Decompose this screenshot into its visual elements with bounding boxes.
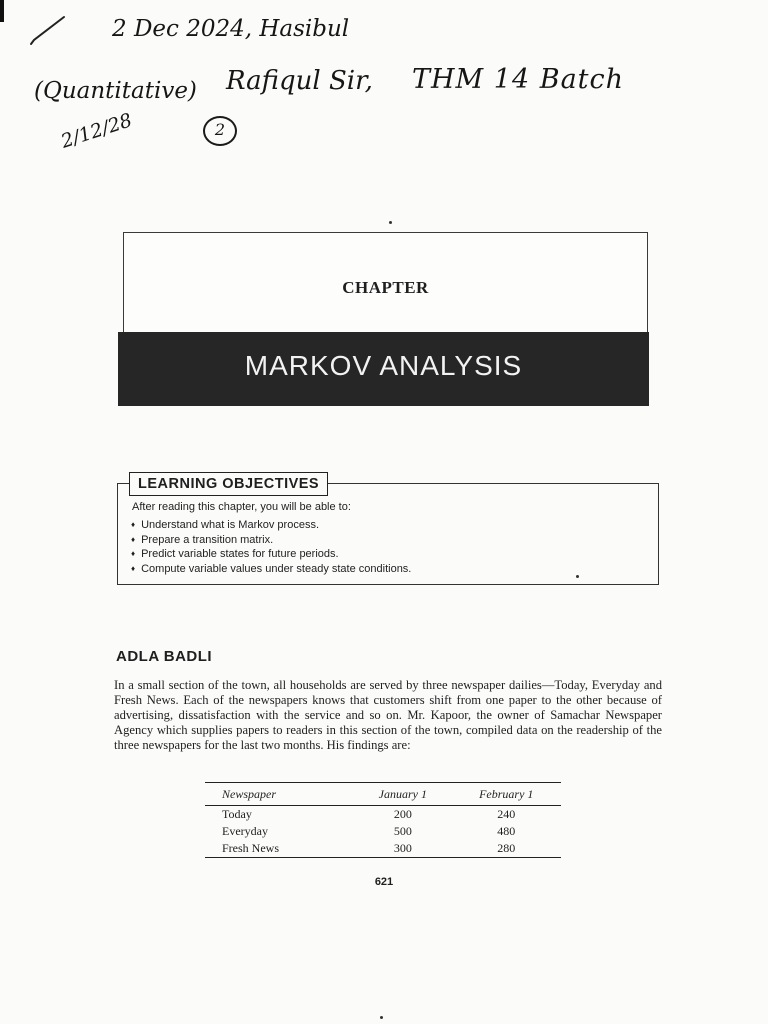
handwritten-batch: THM 14 Batch [412, 64, 625, 95]
paper-speck [576, 575, 579, 578]
section-title: ADLA BADLI [116, 648, 213, 665]
table-cell: Everyday [222, 824, 268, 838]
table-row [205, 806, 561, 824]
handwritten-teacher: Rafiqul Sir, [226, 66, 373, 96]
table-header-row [205, 783, 561, 806]
table-row [205, 840, 561, 858]
learning-objectives-list [131, 518, 411, 576]
table-cell: 480 [497, 824, 516, 838]
learning-objectives-intro: After reading this chapter, you will be able to: [132, 501, 351, 513]
paper-speck [380, 1016, 383, 1019]
table-cell: Today [222, 807, 252, 821]
column-header: February 1 [479, 786, 534, 801]
objective-item: ♦ Understand what is Markov process. [131, 518, 411, 533]
table-cell: 280 [497, 841, 516, 855]
table-cell: 300 [393, 841, 412, 855]
table-row [205, 823, 561, 840]
column-header: January 1 [378, 786, 427, 801]
handwritten-subject: (Quantitative) [34, 78, 197, 104]
table-cell: Fresh News [222, 841, 279, 855]
paper-speck [389, 221, 392, 224]
table-cell: 240 [497, 807, 516, 821]
table-cell: 500 [393, 824, 412, 838]
readership-table [205, 782, 561, 858]
page-edge-mark [0, 0, 4, 22]
handwritten-number: 2/12/28 [58, 109, 135, 153]
chapter-title: MARKOV ANALYSIS [244, 350, 523, 381]
chapter-label: CHAPTER [342, 278, 429, 297]
tick-mark-icon [28, 14, 68, 48]
objective-item: ♦ Prepare a transition matrix. [131, 533, 411, 548]
chapter-header-box [123, 232, 648, 333]
objective-item: ♦ Compute variable values under steady state conditions. [131, 562, 411, 577]
chapter-title-band [118, 332, 649, 406]
section-paragraph: In a small section of the town, all households are served by three newspaper dailies—Today, Everyday and Fresh News. Each of the newspapers knows that customers shift from one paper to the other because of advertising, dissatisfaction with the service and so on. Mr. Kapoor, the owner of Samachar Newspaper Agency which supplies papers to readers in this section of the town, compiled data on the readership of the three newspapers for the last two months. His findings are: [114, 678, 662, 752]
column-header: Newspaper [222, 786, 276, 801]
learning-objectives-heading: LEARNING OBJECTIVES [129, 472, 328, 496]
table-cell: 200 [393, 807, 412, 821]
handwritten-date: 2 Dec 2024, Hasibul [112, 16, 350, 42]
page-number: 621 [374, 876, 394, 888]
objective-item: ♦ Predict variable states for future periods. [131, 547, 411, 562]
handwritten-circled-number: 2 [203, 116, 237, 146]
